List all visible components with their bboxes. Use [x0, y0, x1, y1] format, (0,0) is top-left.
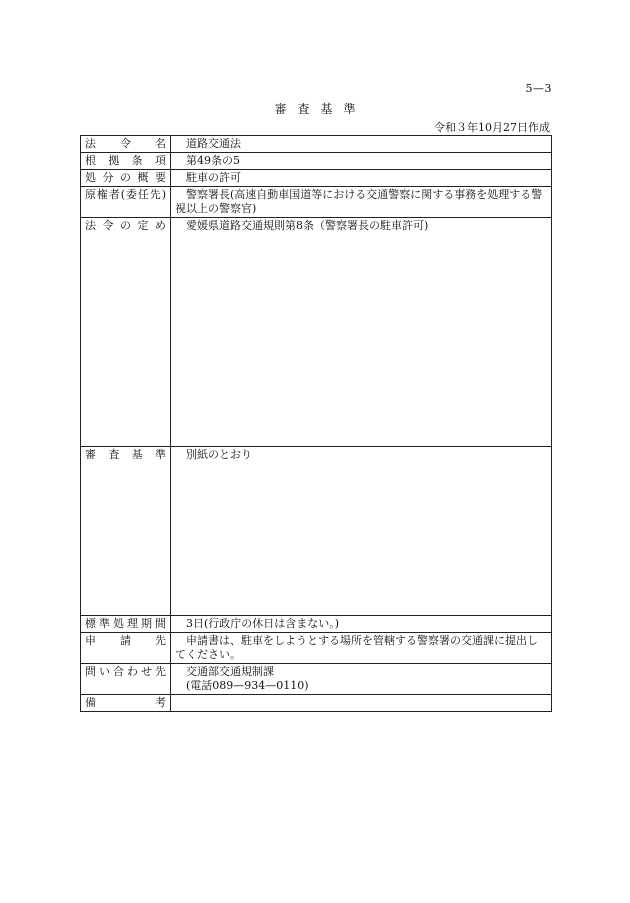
value-period: 3日(行政庁の休日は含まない。): [171, 616, 552, 633]
contact-phone: (電話089—934—0110): [186, 679, 309, 692]
row-period: [81, 616, 552, 633]
label-contact: 問い合わせ先: [81, 664, 171, 695]
row-article: [81, 153, 552, 170]
label-article: 根拠条項: [81, 153, 171, 170]
row-contact: [81, 664, 552, 695]
label-criteria: 審査基準: [81, 447, 171, 616]
label-authority: 原権者(委任先): [81, 187, 171, 218]
label-remarks: 備考: [81, 695, 171, 712]
contact-department: 交通部交通規制課: [186, 665, 274, 678]
row-provision: [81, 218, 552, 447]
row-criteria: [81, 447, 552, 616]
label-submit-to: 申請先: [81, 633, 171, 664]
page-number: 5—3: [525, 82, 552, 95]
document-title: 審査基準: [274, 102, 367, 116]
value-criteria: 別紙のとおり: [171, 447, 552, 616]
document-date: 令和３年10月27日作成: [434, 121, 550, 134]
value-authority: 警察署長(高速自動車国道等における交通警察に関する事務を処理する警視以上の警察官): [171, 187, 552, 218]
row-submit-to: [81, 633, 552, 664]
label-summary: 処分の概要: [81, 170, 171, 187]
criteria-table: [80, 135, 552, 712]
value-law: 道路交通法: [171, 136, 552, 153]
value-submit-to: 申請書は、駐車をしようとする場所を管轄する警察署の交通課に提出してください。: [171, 633, 552, 664]
value-provision: 愛媛県道路交通規則第8条（警察署長の駐車許可): [171, 218, 552, 447]
value-remarks: [171, 695, 552, 712]
value-article: 第49条の5: [171, 153, 552, 170]
label-period: 標準処理期間: [81, 616, 171, 633]
label-law: 法令名: [81, 136, 171, 153]
row-remarks: [81, 695, 552, 712]
value-summary: 駐車の許可: [171, 170, 552, 187]
value-contact: [171, 664, 552, 695]
label-provision: 法令の定め: [81, 218, 171, 447]
row-summary: [81, 170, 552, 187]
row-law: [81, 136, 552, 153]
row-authority: [81, 187, 552, 218]
